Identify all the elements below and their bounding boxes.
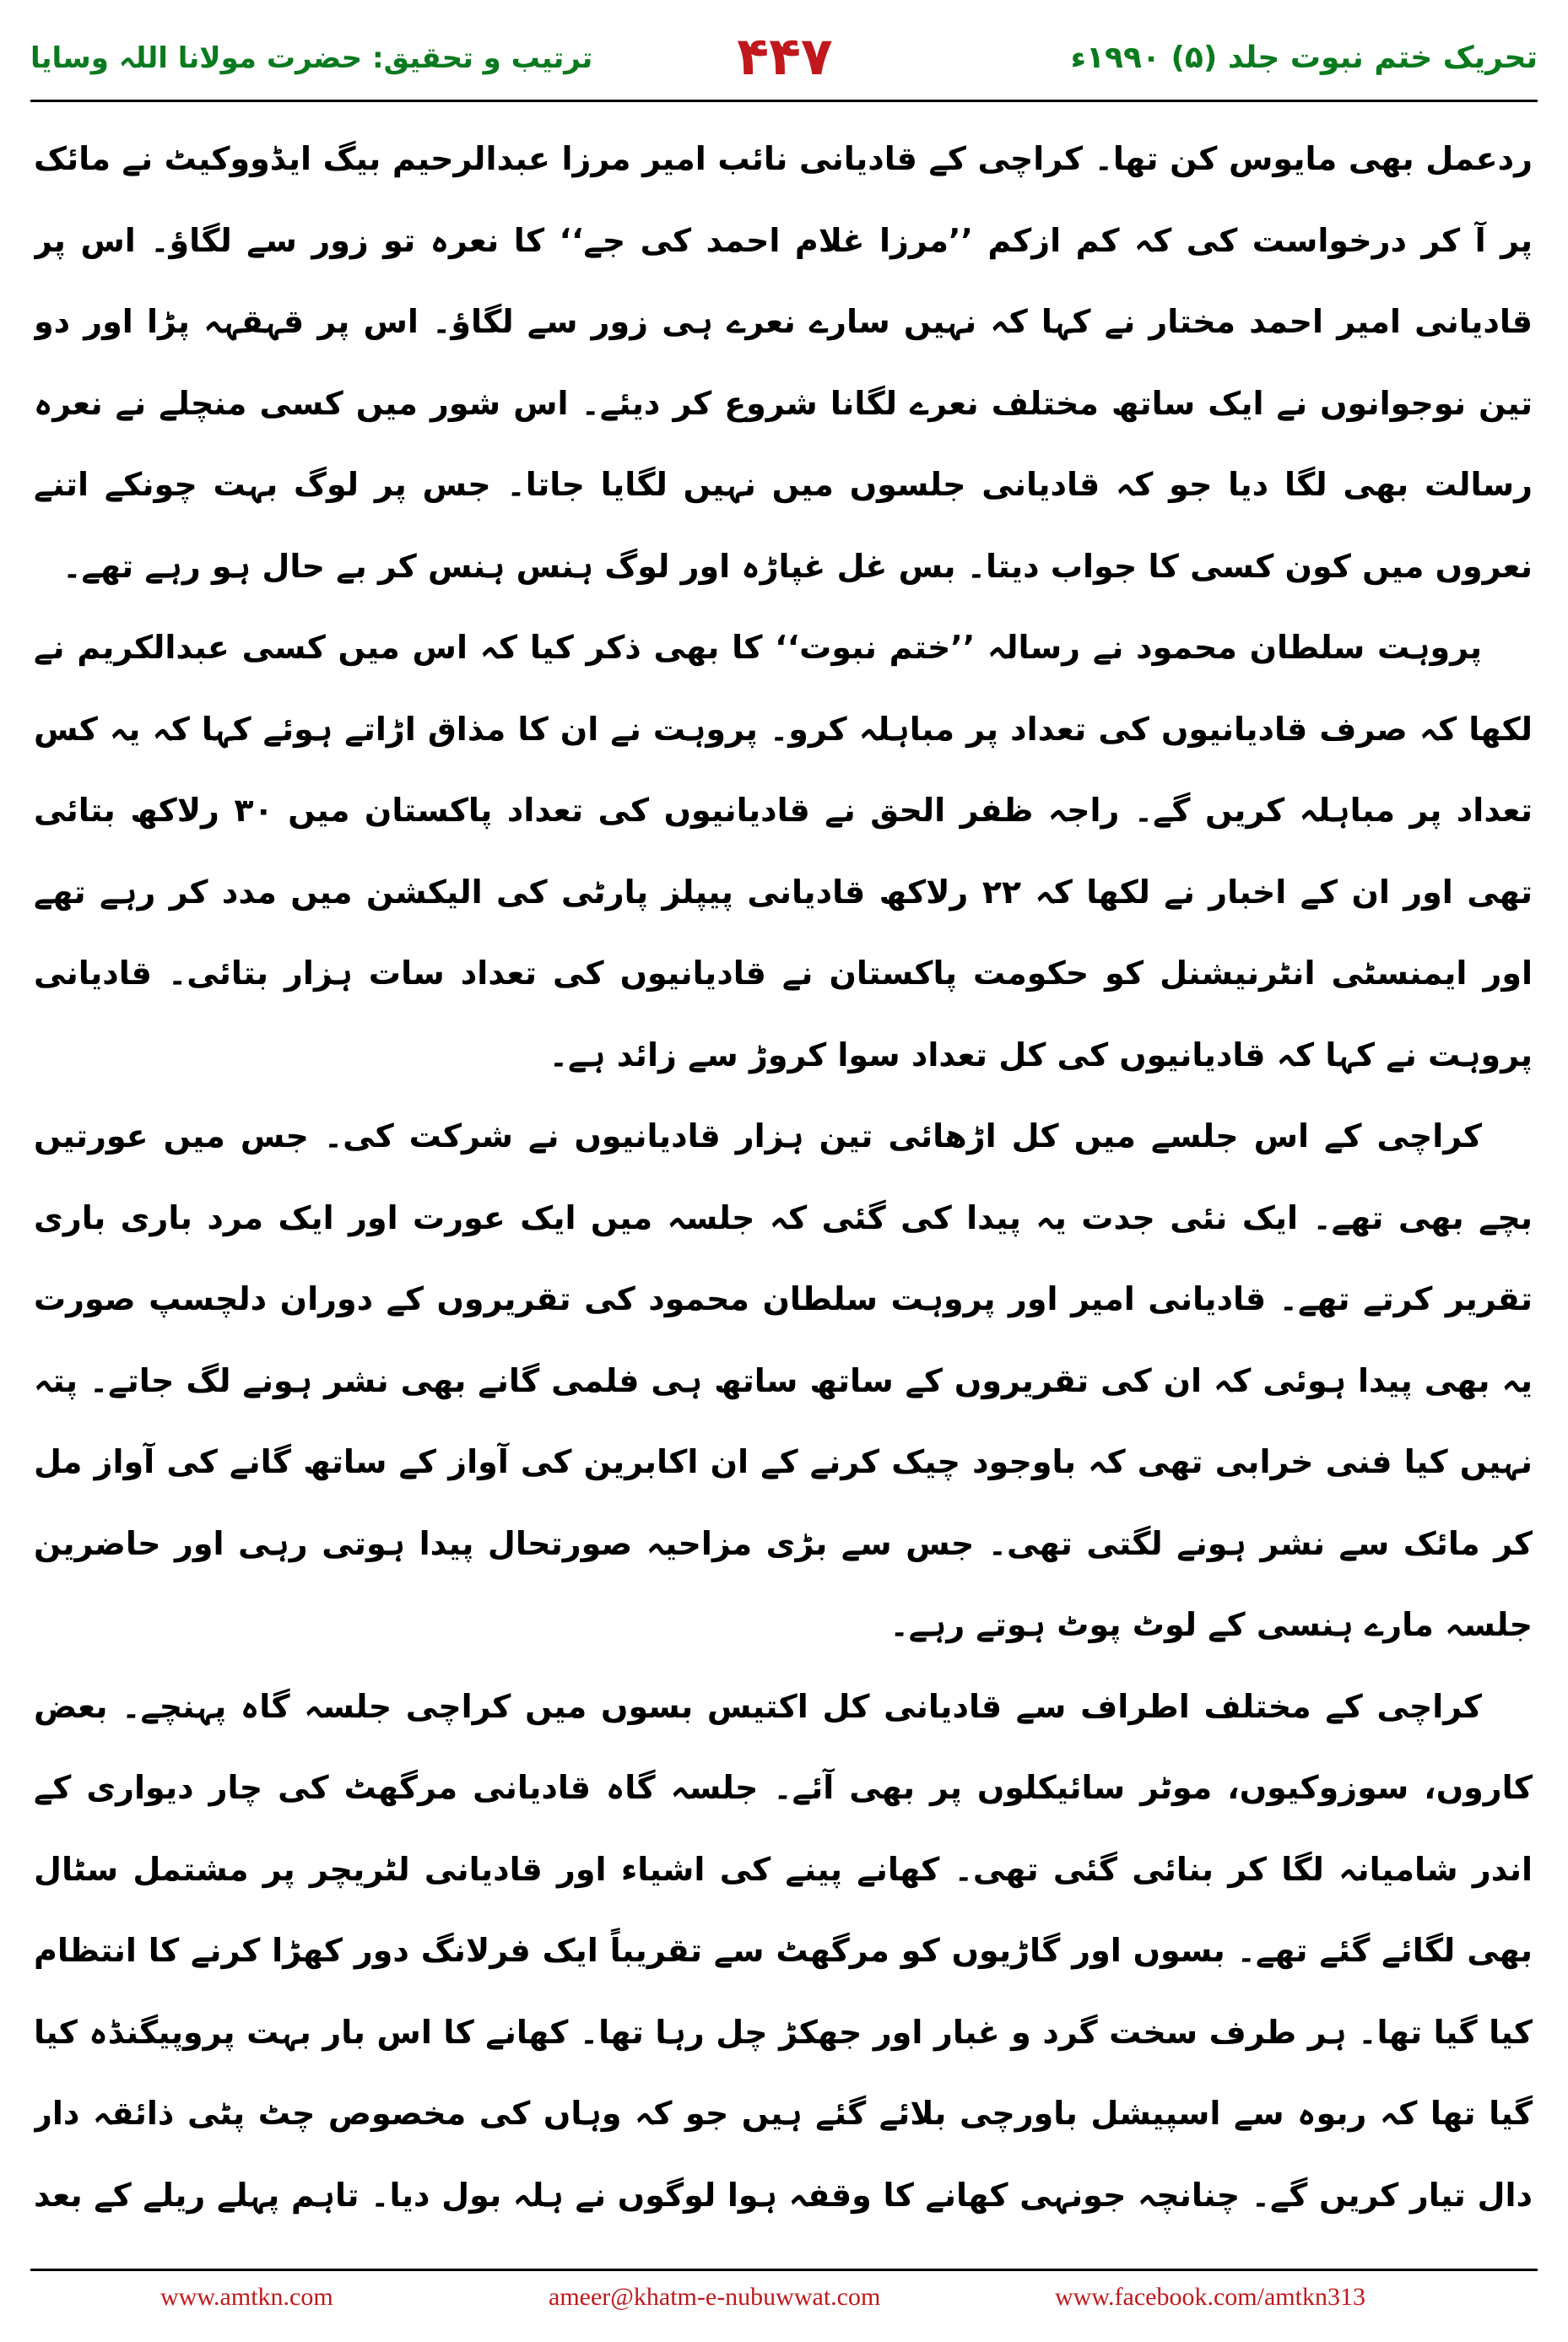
- paragraph: ردعمل بھی مایوس کن تھا۔ کراچی کے قادیانی نائب امیر مرزا عبدالرحیم بیگ ایڈووکیٹ نے مائک پر آ کر درخواست کی کہ کم ازکم ’’مرزا غلام احمد کی جے‘‘ کا نعرہ تو زور سے لگاؤ۔ اس پر قادیانی امیر احمد مختار نے کہا کہ نہیں سارے نعرے ہی زور سے لگاؤ۔ اس پر قہقہہ پڑا اور دو تین نوجوانوں نے ایک ساتھ مختلف نعرے لگانا شروع کر دیئے۔ اس شور میں کسی منچلے نے نعرہ رسالت بھی لگا دیا جو کہ قادیانی جلسوں میں نہیں لگایا جاتا۔ جس پر لوگ بہت چونکے اتنے نعروں میں کون کسی کا جواب دیتا۔ بس غل غپاڑہ اور لوگ ہنس ہنس کر بے حال ہو رہے تھے۔: [34, 140, 1533, 585]
- page-footer: [0, 2283, 1568, 2325]
- email-link[interactable]: ameer@khatm-e-nubuwwat.com: [549, 2283, 881, 2311]
- facebook-link[interactable]: www.facebook.com/amtkn313: [1055, 2283, 1365, 2311]
- paragraph: کراچی کے مختلف اطراف سے قادیانی کل اکتیس بسوں میں کراچی جلسہ گاہ پہنچے۔ بعض کاروں، سوزوکیوں، موٹر سائیکلوں پر بھی آئے۔ جلسہ گاہ قادیانی مرگھٹ کی چار دیواری کے اندر شامیانہ لگا کر بنائی گئی تھی۔ کھانے پینے کی اشیاء اور قادیانی لٹریچر پر مشتمل سٹال بھی لگائے گئے تھے۔ بسوں اور گاڑیوں کو مرگھٹ سے تقریباً ایک فرلانگ دور کھڑا کرنے کا انتظام کیا گیا تھا۔ ہر طرف سخت گرد و غبار اور جھکڑ چل رہا تھا۔ کھانے کا اس بار بہت پروپیگنڈہ کیا گیا تھا کہ ربوہ سے اسپیشل باورچی بلائے گئے ہیں جو کہ وہاں کی مخصوص چٹ پٹی ذائقہ دار دال تیار کریں گے۔ چنانچہ جونہی کھانے کا وقفہ ہوا لوگوں نے ہلہ بول دیا۔ تاہم پہلے ریلے کے بعد: [34, 1687, 1533, 2214]
- book-title: تحریک ختم نبوت جلد (۵) ۱۹۹۰ء: [1070, 41, 1538, 75]
- footer-divider: [30, 2269, 1538, 2271]
- page-header: [0, 0, 1568, 93]
- article-body: [34, 118, 1533, 2245]
- compiler-credit: ترتیب و تحقیق: حضرت مولانا اللہ وسایا: [30, 41, 593, 75]
- paragraph: پروہت سلطان محمود نے رسالہ ’’ختم نبوت‘‘ کا بھی ذکر کیا کہ اس میں کسی عبدالکریم نے لکھا کہ صرف قادیانیوں کی تعداد پر مباہلہ کرو۔ پروہت نے ان کا مذاق اڑاتے ہوئے کہا کہ یہ کس تعداد پر مباہلہ کریں گے۔ راجہ ظفر الحق نے قادیانیوں کی تعداد پاکستان میں ۳۰ رلاکھ بتائی تھی اور ان کے اخبار نے لکھا کہ ۲۲ رلاکھ قادیانی پیپلز پارٹی کی الیکشن میں مدد کر رہے تھے اور ایمنسٹی انٹرنیشنل کو حکومت پاکستان نے قادیانیوں کی تعداد سات ہزار بتائی۔ قادیانی پروہت نے کہا کہ قادیانیوں کی کل تعداد سوا کروڑ سے زائد ہے۔: [34, 629, 1533, 1074]
- page-number: ۴۴۷: [737, 25, 833, 87]
- header-divider: [30, 100, 1538, 102]
- website-link[interactable]: www.amtkn.com: [160, 2283, 333, 2311]
- paragraph: کراچی کے اس جلسے میں کل اڑھائی تین ہزار قادیانیوں نے شرکت کی۔ جس میں عورتیں بچے بھی تھے۔ ایک نئی جدت یہ پیدا کی گئی کہ جلسہ میں ایک عورت اور ایک مرد باری باری تقریر کرتے تھے۔ قادیانی امیر اور پروہت سلطان محمود کی تقریروں کے دوران دلچسپ صورت یہ بھی پیدا ہوئی کہ ان کی تقریروں کے ساتھ ساتھ ہی فلمی گانے بھی نشر ہونے لگ جاتے۔ پتہ نہیں کیا فنی خرابی تھی کہ باوجود چیک کرنے کے ان اکابرین کی آواز کے ساتھ گانے کی آواز مل کر مائک سے نشر ہونے لگتی تھی۔ جس سے بڑی مزاحیہ صورتحال پیدا ہوتی رہی اور حاضرین جلسہ مارے ہنسی کے لوٹ پوٹ ہوتے رہے۔: [34, 1117, 1533, 1643]
